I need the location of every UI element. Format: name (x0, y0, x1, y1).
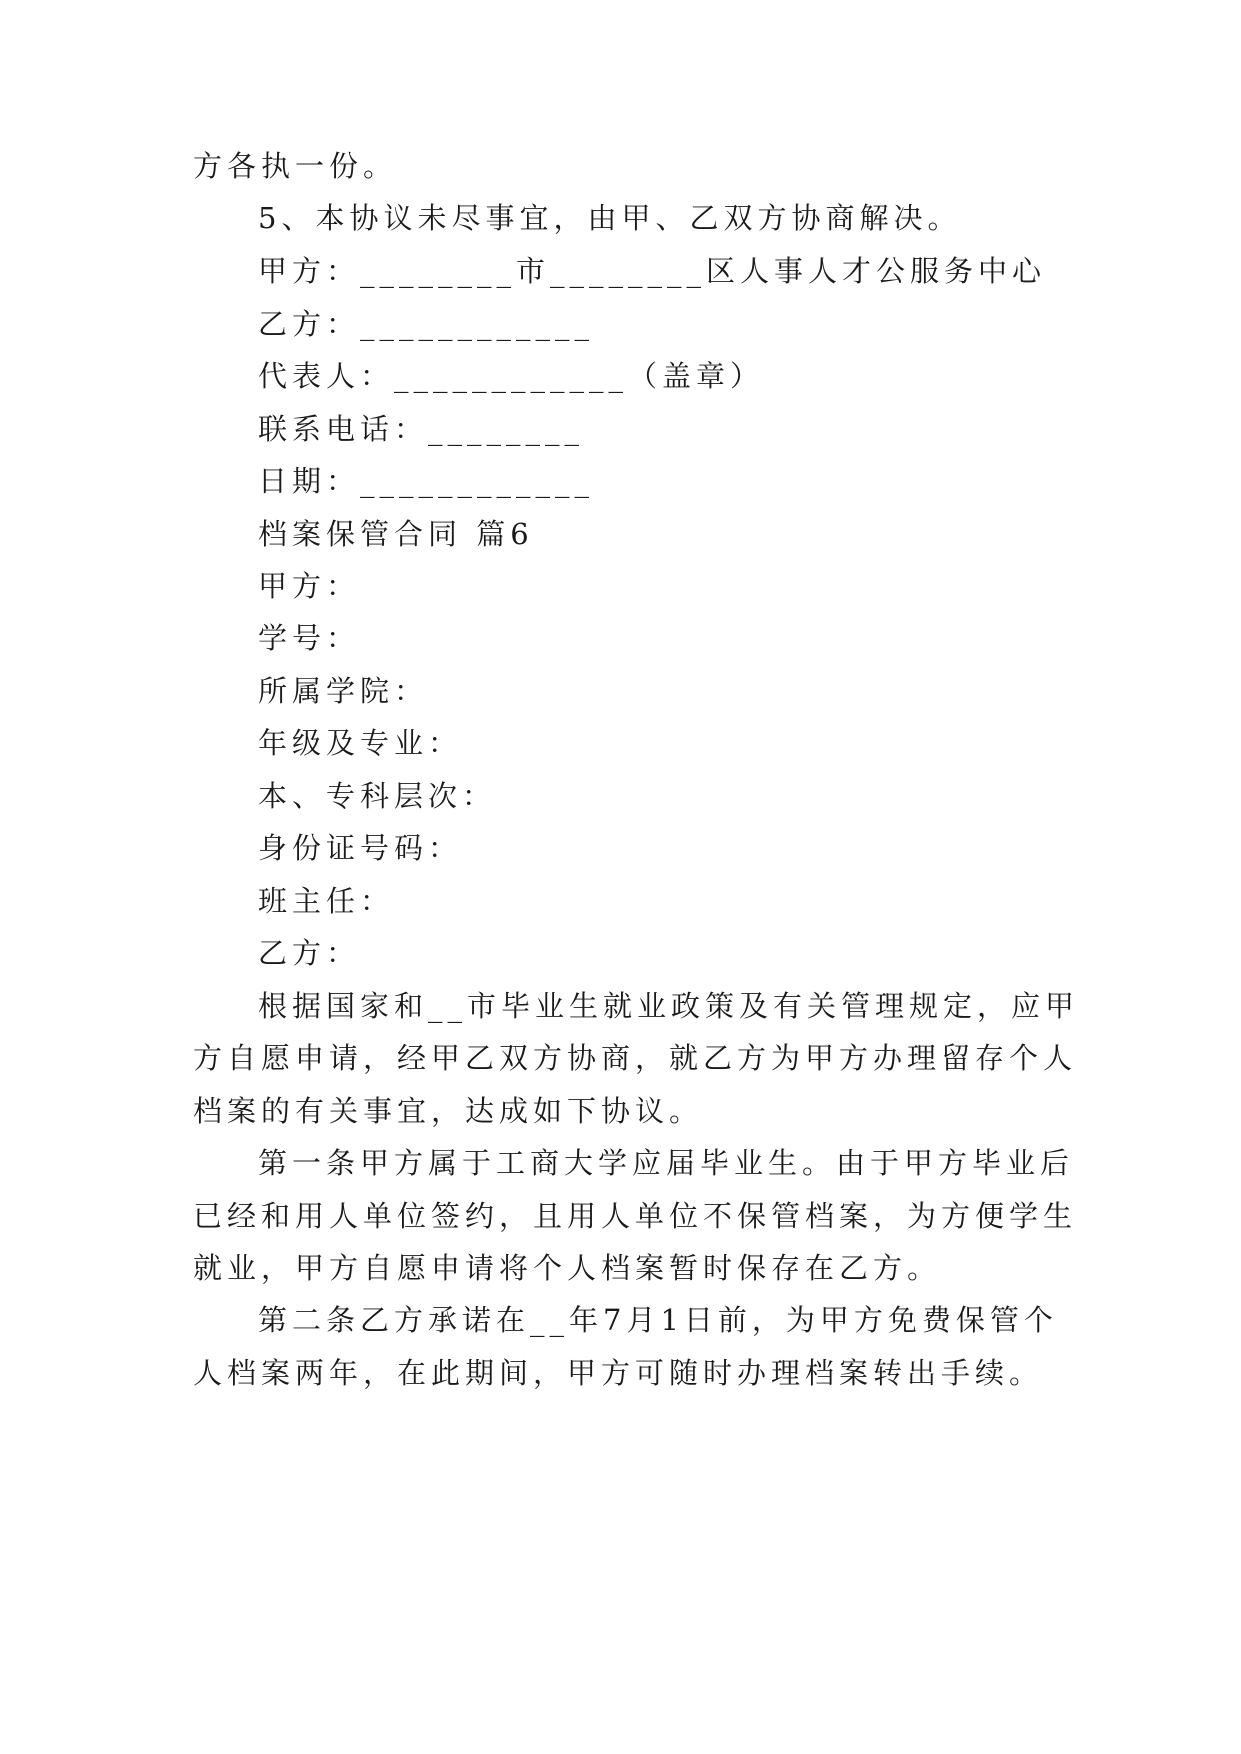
paragraph-continuation: 方各执一份。 (193, 149, 398, 183)
article-1-line-1: 第一条甲方属于工商大学应届毕业生。由于甲方毕业后 (258, 1146, 1075, 1180)
phone-line: 联系电话：________ (258, 412, 585, 446)
party-b-line: 乙方：____________ (258, 307, 595, 341)
date-line: 日期：____________ (258, 464, 595, 498)
preamble-line-3: 档案的有关事宜，达成如下协议。 (193, 1094, 704, 1128)
field-grade-major: 年级及专业： (258, 726, 463, 760)
field-party-b: 乙方： (258, 936, 361, 970)
field-party-a: 甲方： (258, 569, 361, 603)
article-1-line-3: 就业，甲方自愿申请将个人档案暂时保存在乙方。 (193, 1251, 942, 1285)
representative-line: 代表人：____________（盖章） (258, 359, 765, 393)
field-degree-level: 本、专科层次： (258, 779, 497, 813)
clause-5: 5、本协议未尽事宜，由甲、乙双方协商解决。 (258, 201, 962, 235)
article-2-line-1: 第二条乙方承诺在__年7月1日前，为甲方免费保管个 (258, 1303, 1058, 1337)
field-id-number: 身份证号码： (258, 831, 463, 865)
field-college: 所属学院： (258, 674, 429, 708)
field-class-teacher: 班主任： (258, 884, 395, 918)
article-1-line-2: 已经和用人单位签约，且用人单位不保管档案，为方便学生 (193, 1199, 1078, 1233)
preamble-line-2: 方自愿申请，经甲乙双方协商，就乙方为甲方办理留存个人 (193, 1041, 1078, 1075)
party-a-line: 甲方：________市________区人事人才公服务中心 (258, 254, 1047, 288)
preamble-line-1: 根据国家和__市毕业生就业政策及有关管理规定，应甲 (258, 989, 1080, 1023)
field-student-id: 学号： (258, 621, 361, 655)
section-title: 档案保管合同 篇6 (258, 517, 534, 551)
article-2-line-2: 人档案两年，在此期间，甲方可随时办理档案转出手续。 (193, 1356, 1044, 1390)
